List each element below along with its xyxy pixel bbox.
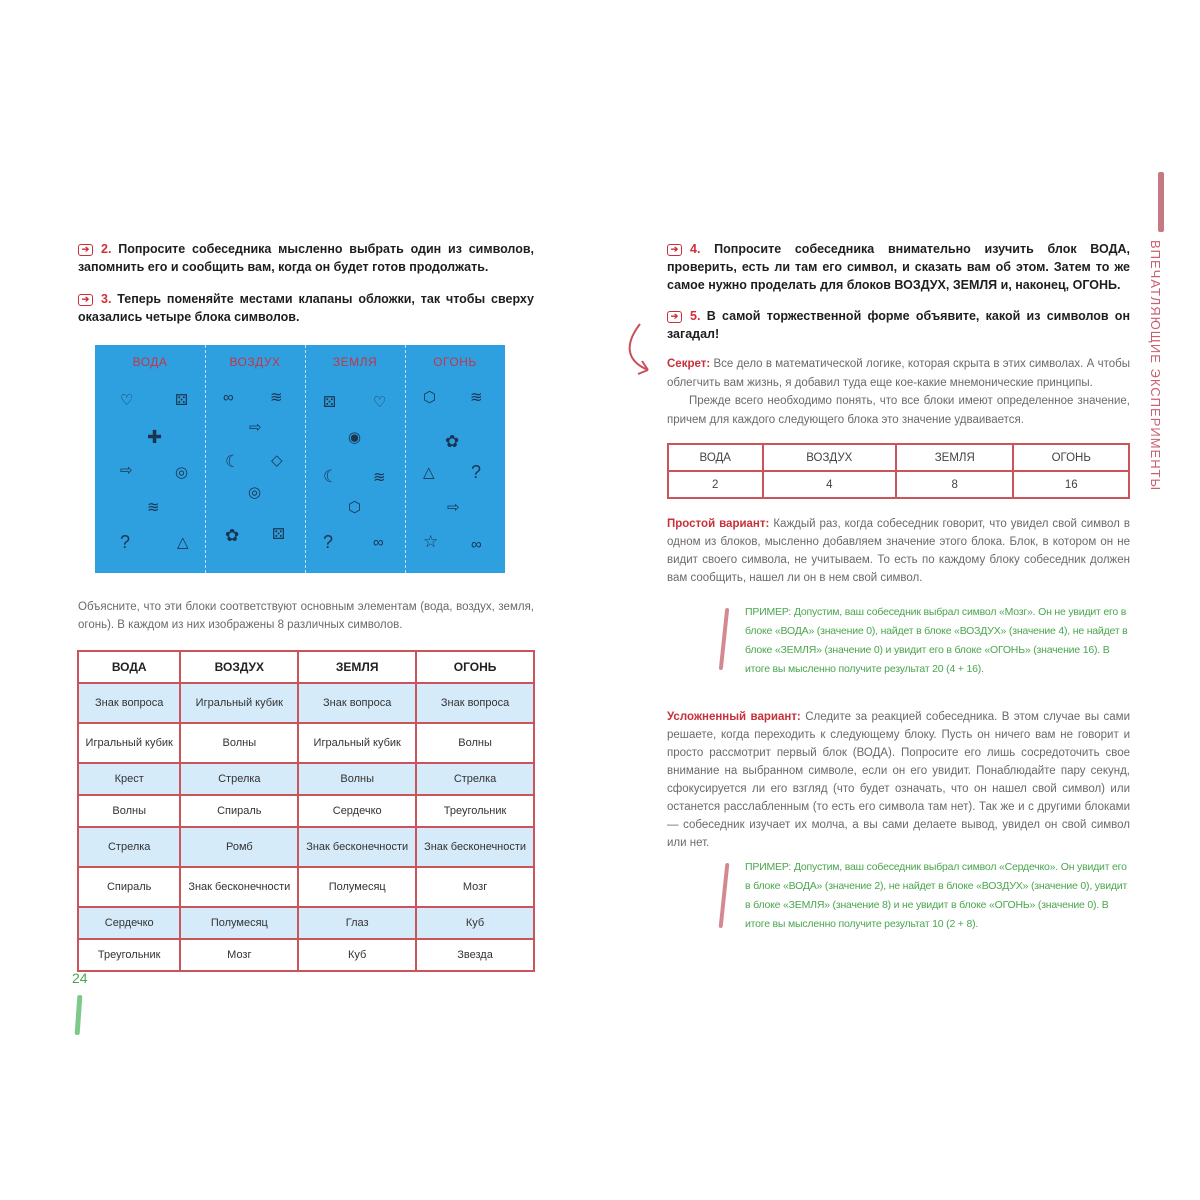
arrow-icon: ⇨ (447, 499, 460, 516)
table-header-row (668, 444, 1129, 471)
table-cell: Стрелка (78, 827, 180, 867)
table-header: ВОДА (78, 651, 180, 683)
spiral-icon: ◎ (175, 464, 189, 481)
cross-icon: ✚ (147, 427, 163, 447)
arrow-icon: ⇨ (120, 462, 133, 479)
page-number: 24 (72, 970, 88, 986)
infinity-icon: ∞ (373, 534, 384, 551)
heart-icon: ♡ (120, 392, 134, 409)
eye-icon: ◉ (348, 429, 362, 446)
dice-icon: ⚄ (272, 526, 286, 543)
chapter-brush-stroke (1158, 172, 1164, 232)
table-cell: Спираль (78, 867, 180, 907)
table-cell: Знак вопроса (298, 683, 416, 723)
chapter-title: ВПЕЧАТЛЯЮЩИЕ ЭКСПЕРИМЕНТЫ (1148, 240, 1163, 492)
waves-icon: ≋ (470, 389, 483, 406)
table-header: ОГОНЬ (1013, 444, 1129, 471)
secret-paragraph: Секрет: Все дело в математической логике, которая скрыта в этих символах. А чтобы облегчить вам жизнь, я добавил туда еще кое-какие мнемонические принципы. Прежде всего необходимо понять, что все блоки имеют определенное значение, причем для каждого следующего блока это значение удваивается. (667, 358, 1130, 426)
waves-icon: ≋ (147, 499, 160, 516)
table-cell: Сердечко (78, 907, 180, 939)
table-cell: Треугольник (78, 939, 180, 971)
table-cell: Игральный кубик (78, 723, 180, 763)
block-values-table (667, 443, 1130, 499)
arrow-right-icon: ➔ (78, 294, 93, 306)
explain-paragraph: Объясните, что эти блоки соответствуют основным элементам (вода, воздух, земля, огонь). В каждом из них изображены 8 различных символов. (78, 601, 534, 631)
table-cell: Куб (416, 907, 534, 939)
step-5: ➔ 5. В самой торжественной форме объявите, какой из символов он загадал! (667, 309, 1130, 341)
table-row (78, 795, 534, 827)
star-icon: ☆ (423, 532, 439, 551)
step-2: ➔ 2. Попросите собеседника мысленно выбрать один из символов, запомнить его и сообщить вам, когда он будет готов продолжать. (78, 242, 534, 274)
arrow-right-icon: ➔ (667, 311, 682, 323)
crescent-icon: ☾ (225, 452, 241, 471)
waves-icon: ≋ (270, 389, 283, 406)
table-cell: Стрелка (416, 763, 534, 795)
table-row (668, 471, 1129, 498)
table-cell: Мозг (416, 867, 534, 907)
example-brush-mark (719, 608, 730, 670)
table-cell: Волны (416, 723, 534, 763)
arrow-icon: ⇨ (249, 419, 262, 436)
table-cell: Ромб (180, 827, 298, 867)
symbols-table (77, 650, 535, 972)
block-zemlya (305, 345, 406, 573)
table-cell: Знак вопроса (78, 683, 180, 723)
table-cell: Треугольник (416, 795, 534, 827)
table-cell: Волны (298, 763, 416, 795)
dice-icon: ⚄ (175, 392, 189, 409)
table-cell: 16 (1013, 471, 1129, 498)
block-title: ВОЗДУХ (229, 355, 281, 369)
triangle-icon: △ (177, 534, 189, 551)
table-row (78, 939, 534, 971)
table-header: ВОЗДУХ (180, 651, 298, 683)
table-cell: Знак бесконечности (416, 827, 534, 867)
example-1: ПРИМЕР: Допустим, ваш собеседник выбрал символ «Мозг». Он не увидит его в блоке «ВОДА» (значение 0), найдет в блоке «ВОЗДУХ» (значение 4), не найдет в блоке «ЗЕМЛЯ» (значение 0) и увидит его в блоке «ОГОНЬ» (значение 16). В итоге вы мысленно получите результат 20 (4 + 16). (745, 606, 1128, 675)
step-3: ➔ 3. Теперь поменяйте местами клапаны обложки, так чтобы сверху оказались четыре блока символов. (78, 292, 534, 324)
block-voda (95, 345, 206, 573)
table-cell: Глаз (298, 907, 416, 939)
table-cell: Знак бесконечности (298, 827, 416, 867)
arrow-right-icon: ➔ (78, 244, 93, 256)
right-page (600, 0, 1200, 1200)
table-cell: Куб (298, 939, 416, 971)
table-cell: Звезда (416, 939, 534, 971)
table-header: ЗЕМЛЯ (896, 444, 1013, 471)
block-vozduh (205, 345, 306, 573)
table-cell: Мозг (180, 939, 298, 971)
table-cell: Игральный кубик (180, 683, 298, 723)
triangle-icon: △ (423, 464, 435, 481)
question-icon: ? (323, 532, 334, 552)
table-cell: Полумесяц (298, 867, 416, 907)
table-row (78, 907, 534, 939)
table-header: ЗЕМЛЯ (298, 651, 416, 683)
decorative-brush-stroke (75, 995, 83, 1035)
table-cell: Игральный кубик (298, 723, 416, 763)
table-cell: Сердечко (298, 795, 416, 827)
table-cell: Волны (180, 723, 298, 763)
table-row (78, 867, 534, 907)
infinity-icon: ∞ (223, 389, 234, 406)
table-cell: Спираль (180, 795, 298, 827)
waves-icon: ≋ (373, 469, 386, 486)
step-4: ➔ 4. Попросите собеседника внимательно изучить блок ВОДА, проверить, есть ли там его символ, и сказать вам об этом. Затем то же самое нужно проделать для блоков ВОЗДУХ, ЗЕМЛЯ и, наконец, ОГОНЬ. (667, 242, 1130, 292)
table-row (78, 763, 534, 795)
question-icon: ? (120, 532, 131, 552)
dice-icon: ⚄ (323, 394, 337, 411)
simple-variant-paragraph: Простой вариант: Каждый раз, когда собеседник говорит, что увидел свой символ в одном из блоков, мысленно добавляем значение этого блока. Блок, в котором он не видит своего символа, не учитываем. То есть по каждому блоку собеседник должен вам сообщить, нашел ли он в нем свой символ. (667, 518, 1130, 584)
cube-icon: ⬡ (348, 499, 362, 516)
table-cell: Волны (78, 795, 180, 827)
block-ogon (405, 345, 505, 573)
block-title: ЗЕМЛЯ (332, 355, 378, 369)
symbol-blocks-image (95, 345, 505, 573)
table-row (78, 827, 534, 867)
infinity-icon: ∞ (471, 536, 482, 553)
table-cell: Знак вопроса (416, 683, 534, 723)
block-title: ОГОНЬ (433, 355, 477, 369)
brain-icon: ✿ (225, 526, 240, 545)
table-cell: Крест (78, 763, 180, 795)
table-row (78, 723, 534, 763)
table-header: ВОДА (668, 444, 763, 471)
example-brush-mark (719, 863, 730, 928)
table-cell: Стрелка (180, 763, 298, 795)
cube-icon: ⬡ (423, 389, 437, 406)
table-cell: Полумесяц (180, 907, 298, 939)
table-cell: Знак бесконечности (180, 867, 298, 907)
table-header-row (78, 651, 534, 683)
example-2: ПРИМЕР: Допустим, ваш собеседник выбрал символ «Сердечко». Он увидит его в блоке «ВОДА» (значение 2), не найдет в блоке «ВОЗДУХ» (значение 0), увидит в блоке «ЗЕМЛЯ» (значение 8) и не увидит в блоке «ОГОНЬ» (значение 0). В итоге вы мысленно получите результат 10 (2 + 8). (745, 861, 1128, 930)
heart-icon: ♡ (373, 394, 387, 411)
arrow-right-icon: ➔ (667, 244, 682, 256)
table-header: ВОЗДУХ (763, 444, 897, 471)
table-row (78, 683, 534, 723)
table-cell: 2 (668, 471, 763, 498)
curved-arrow-icon (618, 322, 668, 382)
rhombus-icon: ◇ (271, 452, 283, 469)
table-cell: 4 (763, 471, 897, 498)
complex-variant-paragraph: Усложненный вариант: Следите за реакцией собеседника. В этом случае вы сами решаете, когда переходить к следующему блоку. Пусть он ничего вам не говорит и просто рассмотрит первый блок (ВОДА). Попросите его лишь сосредоточить свое внимание на выбранном символе, если он его увидит. Понаблюдайте пару секунд, сфокусируется ли его взгляд (что будет означать, что он нашел свой символ) или останется расслабленным (то есть его символа там нет). Так же и с другими блоками — собеседник изучает их молча, а вы сами делаете вывод, увидел он свой символ или нет. (667, 711, 1130, 849)
table-header: ОГОНЬ (416, 651, 534, 683)
block-title: ВОДА (132, 355, 168, 369)
spiral-icon: ◎ (248, 484, 262, 501)
brain-icon: ✿ (445, 432, 460, 451)
question-icon: ? (471, 462, 482, 482)
table-cell: 8 (896, 471, 1013, 498)
crescent-icon: ☾ (323, 467, 339, 486)
